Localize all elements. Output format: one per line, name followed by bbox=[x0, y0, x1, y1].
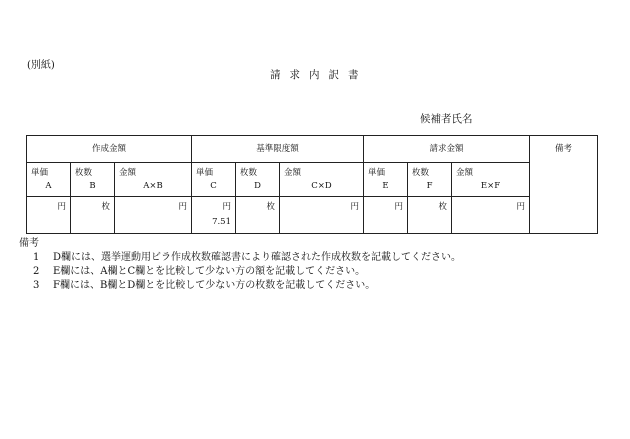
subheader-cell bbox=[236, 163, 280, 197]
note-item bbox=[33, 248, 461, 263]
note-text: F欄には、B欄とD欄とを比較して少ない方の枚数を記載してください。 bbox=[53, 280, 376, 291]
unit-label: 円 bbox=[57, 202, 66, 212]
subheader-cell bbox=[71, 163, 115, 197]
notes-heading: 備考 bbox=[19, 238, 39, 249]
note-item bbox=[33, 262, 365, 277]
subheader-label: 金額 bbox=[456, 168, 474, 178]
subheader-label: 枚数 bbox=[412, 168, 430, 178]
value-row bbox=[27, 197, 598, 234]
value-cell-axb bbox=[115, 197, 192, 234]
subheader-cell bbox=[27, 163, 71, 197]
document-title: 請求内訳書 bbox=[270, 69, 368, 81]
value-cell-exf bbox=[452, 197, 530, 234]
value-cell-f bbox=[408, 197, 452, 234]
group-header-production-amount: 作成金額 bbox=[27, 136, 192, 163]
column-letter: A×B bbox=[143, 181, 163, 191]
value-cell-a bbox=[27, 197, 71, 234]
note-number: 1 bbox=[33, 252, 40, 263]
value-cell-b bbox=[71, 197, 115, 234]
group-header-claim-amount: 請求金額 bbox=[364, 136, 530, 163]
value-cell-cxd bbox=[280, 197, 364, 234]
unit-label: 円 bbox=[394, 202, 404, 212]
subheader-cell bbox=[280, 163, 364, 197]
subheader-label: 単価 bbox=[368, 168, 386, 178]
subheader-row bbox=[27, 163, 598, 197]
column-letter: B bbox=[89, 181, 96, 191]
group-header-standard-limit: 基準限度額 bbox=[192, 136, 364, 163]
unit-label: 円 bbox=[516, 202, 526, 212]
column-letter: A bbox=[45, 181, 52, 191]
column-letter: C bbox=[210, 181, 217, 191]
column-letter: C×D bbox=[311, 181, 332, 191]
candidate-name-label: 候補者氏名 bbox=[420, 113, 473, 125]
value-cell-c bbox=[192, 197, 236, 234]
note-number: 3 bbox=[33, 280, 40, 291]
unit-label: 円 bbox=[178, 202, 187, 212]
column-letter: E bbox=[382, 181, 389, 191]
group-header-row bbox=[27, 136, 598, 163]
subheader-label: 単価 bbox=[31, 168, 49, 178]
unit-label: 円 bbox=[350, 202, 360, 212]
subheader-label: 単価 bbox=[196, 168, 214, 178]
column-letter: F bbox=[426, 181, 433, 191]
unit-label: 円 bbox=[222, 202, 231, 212]
note-text: E欄には、A欄とC欄とを比較して少ない方の額を記載してください。 bbox=[53, 266, 366, 277]
unit-label: 枚 bbox=[101, 202, 110, 212]
column-letter: E×F bbox=[480, 181, 501, 191]
billing-breakdown-table bbox=[26, 135, 598, 234]
subheader-label: 金額 bbox=[284, 168, 302, 178]
unit-label: 枚 bbox=[266, 202, 275, 212]
annex-label: (別紙) bbox=[27, 60, 55, 71]
value-cell-d bbox=[236, 197, 280, 234]
note-number: 2 bbox=[33, 266, 40, 277]
subheader-cell bbox=[192, 163, 236, 197]
subheader-cell bbox=[408, 163, 452, 197]
value-cell-e bbox=[364, 197, 408, 234]
unit-label: 枚 bbox=[438, 202, 448, 212]
subheader-label: 枚数 bbox=[75, 168, 93, 178]
subheader-cell bbox=[364, 163, 408, 197]
subheader-label: 枚数 bbox=[240, 168, 258, 178]
subheader-cell bbox=[452, 163, 530, 197]
note-item bbox=[33, 276, 375, 291]
note-text: D欄には、選挙運動用ビラ作成枚数確認書により確認された作成枚数を記載してください。 bbox=[53, 252, 462, 263]
column-letter: D bbox=[254, 181, 261, 191]
subheader-label: 金額 bbox=[119, 168, 137, 178]
subheader-cell bbox=[115, 163, 192, 197]
unit-price-c-value: 7.51 bbox=[212, 217, 231, 227]
remarks-column: 備考 bbox=[530, 136, 598, 234]
